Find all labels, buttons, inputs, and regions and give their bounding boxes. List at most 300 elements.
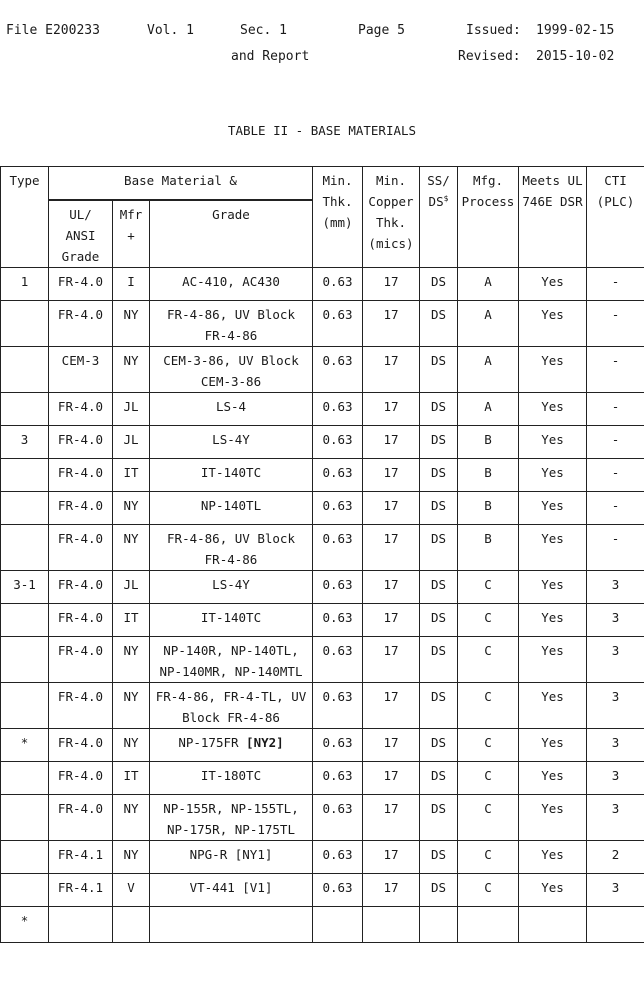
cell-ul-grade: [49, 906, 113, 942]
cell-ssds: [420, 570, 458, 603]
cell-min-copper: [363, 906, 420, 942]
table-row: [1, 300, 644, 346]
cell-grade: [150, 603, 313, 636]
table-row: [1, 682, 644, 728]
cell-ssds: [420, 636, 458, 682]
cell-min-copper: [363, 636, 420, 682]
cell-min-thk-text: 0.63: [322, 767, 353, 783]
cell-ssds: [420, 491, 458, 524]
cell-meets-dsr: [519, 761, 587, 794]
cell-mfg-process-text: A: [484, 352, 492, 368]
cell-min-thk-text: 0.63: [322, 306, 353, 322]
cell-mfr-text: NY: [123, 800, 139, 816]
cell-mfg-process-text: C: [484, 800, 492, 816]
cell-min-copper-text: 17: [383, 879, 399, 895]
cell-grade-text: NP-140R, NP-140TL, NP-140MR, NP-140MTL: [159, 642, 303, 679]
cell-ul-grade-text: CEM-3: [61, 352, 100, 368]
cell-ul-grade-text: FR-4.0: [57, 800, 104, 816]
cell-type: [1, 267, 49, 300]
cell-mfr: [113, 840, 150, 873]
cell-mfg-process-text: B: [484, 530, 492, 546]
cell-grade-text: NP-140TL: [200, 497, 262, 513]
cell-mfr-text: V: [127, 879, 135, 895]
ssds-footnote-mark: $: [443, 193, 449, 203]
cell-min-thk: [313, 491, 363, 524]
cell-grade: [150, 425, 313, 458]
cell-mfg-process: [458, 906, 519, 942]
cell-mfr: [113, 300, 150, 346]
table-row: [1, 761, 644, 794]
cell-cti-text: 3: [611, 879, 620, 895]
cell-grade: [150, 873, 313, 906]
cell-min-copper-text: 17: [383, 800, 399, 816]
cell-meets-dsr-text: Yes: [541, 431, 564, 447]
cell-type: [1, 491, 49, 524]
cell-min-thk-text: 0.63: [322, 800, 353, 816]
cell-meets-dsr: [519, 603, 587, 636]
cell-mfr: [113, 524, 150, 570]
table-row: [1, 425, 644, 458]
cell-mfr-text: NY: [123, 642, 139, 658]
cell-mfg-process: [458, 491, 519, 524]
cell-grade: [150, 524, 313, 570]
cell-cti-text: -: [611, 431, 620, 447]
cell-min-thk: [313, 728, 363, 761]
cell-cti: [587, 728, 644, 761]
cell-ul-grade-text: FR-4.0: [57, 642, 104, 658]
table-row: [1, 873, 644, 906]
cell-min-thk: [313, 603, 363, 636]
cell-mfg-process: [458, 840, 519, 873]
ssds-label: SS/ DS: [427, 173, 450, 209]
cell-grade-text: FR-4-86, UV Block FR-4-86: [167, 306, 295, 343]
cell-min-copper-text: 17: [383, 530, 399, 546]
table-row: [1, 570, 644, 603]
cell-meets-dsr-text: Yes: [541, 879, 564, 895]
cell-cti: [587, 636, 644, 682]
cell-type: [1, 636, 49, 682]
cell-ssds-text: DS: [430, 464, 447, 480]
cell-ul-grade: [49, 491, 113, 524]
cell-min-thk: [313, 761, 363, 794]
cell-ul-grade: [49, 794, 113, 840]
cell-mfr-text: NY: [123, 352, 139, 368]
cell-type: [1, 570, 49, 603]
cell-meets-dsr: [519, 267, 587, 300]
cell-ssds-text: DS: [430, 879, 447, 895]
table-row: [1, 458, 644, 491]
cell-min-copper: [363, 873, 420, 906]
cell-cti: [587, 761, 644, 794]
cell-ssds: [420, 524, 458, 570]
cell-min-thk-text: 0.63: [322, 642, 353, 658]
cell-mfr: [113, 728, 150, 761]
cell-min-thk: [313, 794, 363, 840]
cell-min-copper: [363, 300, 420, 346]
cell-min-copper: [363, 761, 420, 794]
cell-min-copper-text: 17: [383, 688, 399, 704]
cell-grade-text: LS-4Y: [212, 431, 250, 447]
col-header-ul-grade: UL/ ANSI Grade: [49, 200, 113, 268]
cell-min-copper-text: 17: [383, 642, 399, 658]
cell-min-copper-text: 17: [383, 398, 399, 414]
cell-type: [1, 906, 49, 942]
cell-ssds-text: DS: [430, 609, 447, 625]
cell-type: [1, 603, 49, 636]
cell-min-thk-text: 0.63: [322, 352, 353, 368]
cell-ul-grade: [49, 603, 113, 636]
cell-type: [1, 840, 49, 873]
cell-meets-dsr: [519, 425, 587, 458]
cell-cti-text: 3: [611, 688, 620, 704]
cell-ssds: [420, 458, 458, 491]
cell-meets-dsr: [519, 794, 587, 840]
cell-ul-grade: [49, 300, 113, 346]
cell-ssds-text: DS: [430, 734, 447, 750]
cell-ul-grade-text: FR-4.0: [57, 306, 104, 322]
cell-ssds: [420, 840, 458, 873]
cell-min-copper-text: 17: [383, 273, 399, 289]
cell-min-copper: [363, 840, 420, 873]
cell-mfg-process-text: A: [484, 306, 492, 322]
cell-grade: [150, 728, 313, 761]
cell-cti-text: 3: [611, 800, 620, 816]
cell-min-copper: [363, 570, 420, 603]
cell-grade-text: CEM-3-86, UV Block CEM-3-86: [163, 352, 299, 389]
cell-cti-text: -: [611, 497, 620, 513]
revised-label: Revised:: [458, 49, 521, 64]
volume-label: Vol. 1: [147, 23, 194, 38]
cell-min-copper-text: 17: [383, 497, 399, 513]
cell-grade: [150, 761, 313, 794]
cell-meets-dsr: [519, 392, 587, 425]
cell-meets-dsr-text: Yes: [541, 846, 564, 862]
cell-min-copper: [363, 346, 420, 392]
cell-cti-text: -: [611, 464, 620, 480]
cell-mfr: [113, 267, 150, 300]
cell-mfg-process: [458, 346, 519, 392]
cell-mfg-process: [458, 300, 519, 346]
cell-mfg-process-text: A: [484, 273, 492, 289]
cell-mfg-process-text: C: [484, 879, 492, 895]
table-row: [1, 491, 644, 524]
col-header-mfr: Mfr +: [113, 200, 150, 268]
cell-ssds-text: DS: [430, 497, 447, 513]
cell-cti: [587, 392, 644, 425]
cell-min-thk-text: 0.63: [322, 431, 353, 447]
cell-grade: [150, 794, 313, 840]
cell-min-thk: [313, 300, 363, 346]
col-header-base-material: Base Material &: [49, 167, 313, 200]
cell-min-copper-text: 17: [383, 576, 399, 592]
cell-mfr: [113, 906, 150, 942]
cell-meets-dsr: [519, 636, 587, 682]
cell-cti: [587, 603, 644, 636]
cell-min-thk: [313, 524, 363, 570]
cell-ssds-text: DS: [430, 767, 447, 783]
cell-ssds: [420, 603, 458, 636]
cell-cti-text: 3: [611, 642, 620, 658]
cell-mfg-process-text: C: [484, 576, 492, 592]
cell-type-text: *: [20, 912, 29, 928]
cell-type: [1, 346, 49, 392]
table-row: [1, 840, 644, 873]
cell-cti-text: 3: [611, 576, 620, 592]
col-header-min-copper: Min. Copper Thk. (mics): [363, 167, 420, 268]
table-row: [1, 392, 644, 425]
cell-grade-text: AC-410, AC430: [182, 273, 280, 289]
cell-grade-text: NP-155R, NP-155TL, NP-175R, NP-175TL: [163, 800, 299, 837]
cell-meets-dsr-text: Yes: [541, 352, 564, 368]
cell-mfr-text: NY: [123, 497, 139, 513]
cell-grade: [150, 300, 313, 346]
table-row: [1, 906, 644, 942]
cell-ul-grade-text: FR-4.0: [57, 398, 104, 414]
cell-grade: [150, 570, 313, 603]
cell-mfr: [113, 636, 150, 682]
table-row: [1, 636, 644, 682]
cell-mfr-text: IT: [123, 609, 139, 625]
section-label: Sec. 1: [240, 23, 287, 38]
cell-ssds-text: DS: [430, 642, 447, 658]
cell-mfr-text: NY: [123, 734, 139, 750]
cell-min-copper-text: 17: [383, 352, 399, 368]
cell-mfr-text: IT: [123, 767, 139, 783]
cell-mfr: [113, 491, 150, 524]
cell-ul-grade: [49, 682, 113, 728]
cell-mfr-text: NY: [123, 688, 139, 704]
cell-type: [1, 300, 49, 346]
cell-cti: [587, 458, 644, 491]
cell-min-thk-text: 0.63: [322, 497, 353, 513]
cell-type-text: 3: [20, 431, 29, 447]
cell-grade-text: LS-4: [215, 398, 247, 414]
cell-ul-grade: [49, 392, 113, 425]
cell-ul-grade-text: FR-4.0: [57, 530, 104, 546]
cell-ul-grade-text: FR-4.0: [57, 497, 104, 513]
cell-min-copper: [363, 392, 420, 425]
cell-mfg-process-text: C: [484, 846, 492, 862]
cell-cti-text: 3: [611, 767, 620, 783]
cell-meets-dsr-text: Yes: [541, 800, 564, 816]
cell-ssds-text: DS: [430, 800, 447, 816]
cell-min-thk: [313, 636, 363, 682]
revised-date: 2015-10-02: [536, 49, 615, 64]
cell-grade-text: LS-4Y: [212, 576, 250, 592]
grade-reference-bold: [NY2]: [246, 734, 284, 750]
cell-ul-grade: [49, 840, 113, 873]
cell-meets-dsr: [519, 682, 587, 728]
cell-cti: [587, 425, 644, 458]
cell-min-thk: [313, 682, 363, 728]
cell-mfr: [113, 392, 150, 425]
cell-meets-dsr-text: Yes: [541, 306, 564, 322]
cell-grade-text: FR-4-86, UV Block FR-4-86: [167, 530, 295, 567]
col-header-grade: Grade: [150, 200, 313, 268]
cell-mfr: [113, 682, 150, 728]
cell-min-copper: [363, 267, 420, 300]
cell-grade: [150, 682, 313, 728]
table-body: [1, 267, 644, 942]
cell-min-copper: [363, 491, 420, 524]
cell-ul-grade-text: FR-4.0: [57, 273, 104, 289]
cell-meets-dsr: [519, 491, 587, 524]
cell-min-thk: [313, 392, 363, 425]
cell-min-copper-text: 17: [383, 306, 399, 322]
cell-meets-dsr-text: Yes: [541, 530, 564, 546]
cell-cti-text: -: [611, 352, 620, 368]
cell-ul-grade: [49, 570, 113, 603]
table-row: [1, 794, 644, 840]
cell-min-thk: [313, 425, 363, 458]
cell-min-thk-text: 0.63: [322, 273, 353, 289]
col-header-cti: CTI (PLC): [587, 167, 644, 268]
cell-ssds: [420, 728, 458, 761]
cell-cti: [587, 570, 644, 603]
cell-cti: [587, 491, 644, 524]
cell-min-copper: [363, 682, 420, 728]
cell-meets-dsr-text: Yes: [541, 398, 564, 414]
cell-grade: [150, 346, 313, 392]
cell-type: [1, 728, 49, 761]
cell-min-thk: [313, 840, 363, 873]
cell-min-thk-text: 0.63: [322, 576, 353, 592]
cell-ssds-text: DS: [430, 398, 447, 414]
table-row: [1, 728, 644, 761]
cell-meets-dsr-text: Yes: [541, 767, 564, 783]
cell-min-thk-text: 0.63: [322, 688, 353, 704]
cell-meets-dsr-text: Yes: [541, 576, 564, 592]
cell-grade-text: IT-140TC: [200, 609, 262, 625]
cell-mfr: [113, 794, 150, 840]
cell-cti-text: 3: [611, 609, 620, 625]
cell-min-thk-text: 0.63: [322, 846, 353, 862]
cell-ssds-text: DS: [430, 576, 447, 592]
cell-mfg-process: [458, 794, 519, 840]
cell-meets-dsr: [519, 728, 587, 761]
cell-mfg-process-text: B: [484, 497, 492, 513]
cell-ul-grade: [49, 873, 113, 906]
cell-meets-dsr: [519, 873, 587, 906]
cell-meets-dsr-text: Yes: [541, 464, 564, 480]
cell-ul-grade-text: FR-4.1: [57, 846, 104, 862]
cell-mfg-process: [458, 761, 519, 794]
cell-type: [1, 682, 49, 728]
cell-cti: [587, 267, 644, 300]
cell-grade-text: VT-441 [V1]: [189, 879, 273, 895]
cell-ssds-text: DS: [430, 431, 447, 447]
cell-mfr-text: IT: [123, 464, 139, 480]
cell-meets-dsr-text: Yes: [541, 642, 564, 658]
cell-grade: [150, 906, 313, 942]
cell-mfg-process: [458, 425, 519, 458]
cell-mfg-process-text: B: [484, 464, 492, 480]
cell-meets-dsr-text: Yes: [541, 688, 564, 704]
cell-min-thk-text: 0.63: [322, 464, 353, 480]
cell-mfg-process: [458, 682, 519, 728]
cell-ssds: [420, 300, 458, 346]
cell-min-copper-text: 17: [383, 464, 399, 480]
cell-mfr: [113, 873, 150, 906]
cell-mfg-process: [458, 570, 519, 603]
cell-min-thk-text: 0.63: [322, 609, 353, 625]
cell-mfg-process-text: A: [484, 398, 492, 414]
cell-cti-text: -: [611, 306, 620, 322]
cell-type-text: 3-1: [13, 576, 36, 592]
cell-ssds: [420, 873, 458, 906]
cell-type: [1, 458, 49, 491]
cell-ssds: [420, 425, 458, 458]
cell-meets-dsr: [519, 906, 587, 942]
cell-meets-dsr-text: Yes: [541, 273, 564, 289]
cell-ul-grade: [49, 425, 113, 458]
cell-min-thk: [313, 570, 363, 603]
cell-meets-dsr: [519, 300, 587, 346]
cell-ul-grade-text: FR-4.0: [57, 464, 104, 480]
cell-ssds: [420, 761, 458, 794]
issued-date: 1999-02-15: [536, 23, 615, 38]
cell-ssds-text: DS: [430, 306, 447, 322]
cell-mfr-text: JL: [123, 576, 139, 592]
cell-ul-grade: [49, 728, 113, 761]
cell-min-thk: [313, 906, 363, 942]
cell-ul-grade-text: FR-4.0: [57, 576, 104, 592]
cell-mfg-process: [458, 728, 519, 761]
cell-ssds: [420, 794, 458, 840]
cell-ul-grade-text: FR-4.0: [57, 734, 104, 750]
col-header-min-thk: Min. Thk. (mm): [313, 167, 363, 268]
cell-type: [1, 425, 49, 458]
col-header-ssds: [420, 167, 458, 268]
cell-min-thk: [313, 458, 363, 491]
file-number: File E200233: [6, 23, 100, 38]
cell-min-copper: [363, 728, 420, 761]
cell-ssds-text: DS: [430, 688, 447, 704]
cell-mfr-text: NY: [123, 846, 139, 862]
cell-mfr: [113, 570, 150, 603]
cell-min-copper-text: 17: [383, 609, 399, 625]
cell-min-thk: [313, 346, 363, 392]
cell-ul-grade: [49, 346, 113, 392]
cell-cti-text: -: [611, 273, 620, 289]
cell-cti-text: -: [611, 530, 620, 546]
cell-cti-text: 3: [611, 734, 620, 750]
table-row: [1, 267, 644, 300]
cell-cti: [587, 873, 644, 906]
cell-ul-grade-text: FR-4.0: [57, 431, 104, 447]
cell-mfg-process-text: C: [484, 642, 492, 658]
cell-mfg-process: [458, 524, 519, 570]
cell-ssds: [420, 682, 458, 728]
col-header-type: Type: [1, 167, 49, 268]
cell-grade: [150, 267, 313, 300]
cell-type: [1, 524, 49, 570]
cell-grade: [150, 392, 313, 425]
cell-mfr: [113, 458, 150, 491]
cell-min-copper-text: 17: [383, 767, 399, 783]
cell-type-text: 1: [20, 273, 29, 289]
cell-min-copper-text: 17: [383, 734, 399, 750]
cell-grade: [150, 491, 313, 524]
cell-mfr: [113, 603, 150, 636]
cell-ssds: [420, 906, 458, 942]
cell-cti: [587, 346, 644, 392]
cell-mfr: [113, 346, 150, 392]
cell-meets-dsr: [519, 840, 587, 873]
cell-min-thk-text: 0.63: [322, 530, 353, 546]
col-header-meets-dsr: Meets UL 746E DSR: [519, 167, 587, 268]
cell-ul-grade-text: FR-4.0: [57, 609, 104, 625]
